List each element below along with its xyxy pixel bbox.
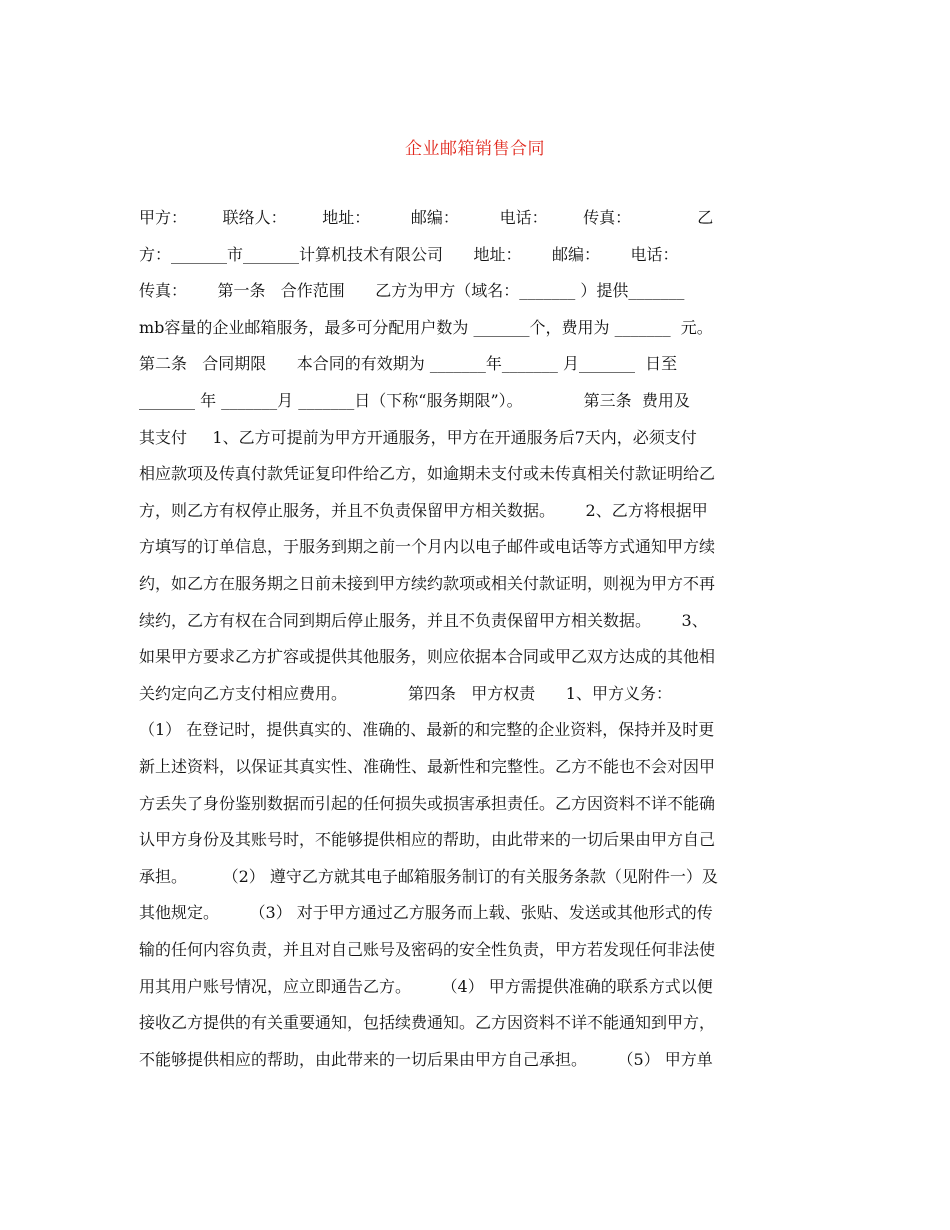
body-line: _______ 年 _______月 _______日（下称“服务期限”）。 第三条 费用及 (139, 391, 690, 410)
body-line: 第二条 合同期限 本合同的有效期为 _______年_______ 月_______ 日至 (139, 354, 678, 374)
body-line: 约，如乙方在服务期之日前未接到甲方续约款项或相关付款证明，则视为甲方不再 (139, 574, 716, 593)
body-line: 新上述资料，以保证其真实性、准确性、最新性和完整性。乙方不能也不会对因甲 (139, 757, 716, 776)
body-line: 接收乙方提供的有关重要通知，包括续费通知。乙方因资料不详不能通知到甲方， (139, 1013, 716, 1033)
body-line: 认甲方身份及其账号时，不能够提供相应的帮助，由此带来的一切后果由甲方自己 (139, 830, 716, 850)
body-line: 其他规定。 （3） 对于甲方通过乙方服务而上载、张贴、发送或其他形式的传 (139, 903, 713, 923)
document-title: 企业邮箱销售合同 (405, 139, 545, 159)
body-line: 方，则乙方有权停止服务，并且不负责保留甲方相关数据。 2、乙方将根据甲 (139, 500, 708, 520)
body-line: 其支付 1、乙方可提前为甲方开通服务，甲方在开通服务后7天内，必须支付 (139, 427, 697, 447)
body-line: 相应款项及传真付款凭证复印件给乙方，如逾期未支付或未传真相关付款证明给乙 (139, 464, 716, 484)
body-line: 方丢失了身份鉴别数据而引起的任何损失或损害承担责任。乙方因资料不详不能确 (139, 793, 716, 813)
body-line: 方填写的订单信息，于服务到期之前一个月内以电子邮件或电话等方式通知甲方续 (139, 537, 716, 557)
body-line: （1） 在登记时，提供真实的、准确的、最新的和完整的企业资料，保持并及时更 (139, 720, 715, 740)
body-line: mb容量的企业邮箱服务，最多可分配用户数为 _______个，费用为 _______ 元。 (139, 317, 713, 337)
body-line: 传真： 第一条 合作范围 乙方为甲方（域名：_______ ）提供_______ (139, 281, 685, 301)
body-line: 甲方： 联络人： 地址： 邮编： 电话： 传真： 乙 (139, 208, 714, 227)
body-line: 关约定向乙方支付相应费用。 第四条 甲方权责 1、甲方义务： (139, 683, 672, 703)
body-line: 如果甲方要求乙方扩容或提供其他服务，则应依据本合同或甲乙双方达成的其他相 (139, 647, 716, 667)
body-line: 输的任何内容负责，并且对自己账号及密码的安全性负责，甲方若发现任何非法使 (139, 940, 716, 959)
body-line: 方：_______市_______计算机技术有限公司 地址： 邮编： 电话： (139, 244, 679, 264)
body-line: 不能够提供相应的帮助，由此带来的一切后果由甲方自己承担。 （5） 甲方单 (139, 1049, 713, 1069)
body-line: 用其用户账号情况，应立即通告乙方。 （4） 甲方需提供准确的联系方式以便 (139, 976, 713, 996)
body-line: 承担。 （2） 遵守乙方就其电子邮箱服务制订的有关服务条款（见附件一）及 (139, 866, 718, 886)
body-line: 续约，乙方有权在合同到期后停止服务，并且不负责保留甲方相关数据。 3、 (139, 610, 708, 630)
